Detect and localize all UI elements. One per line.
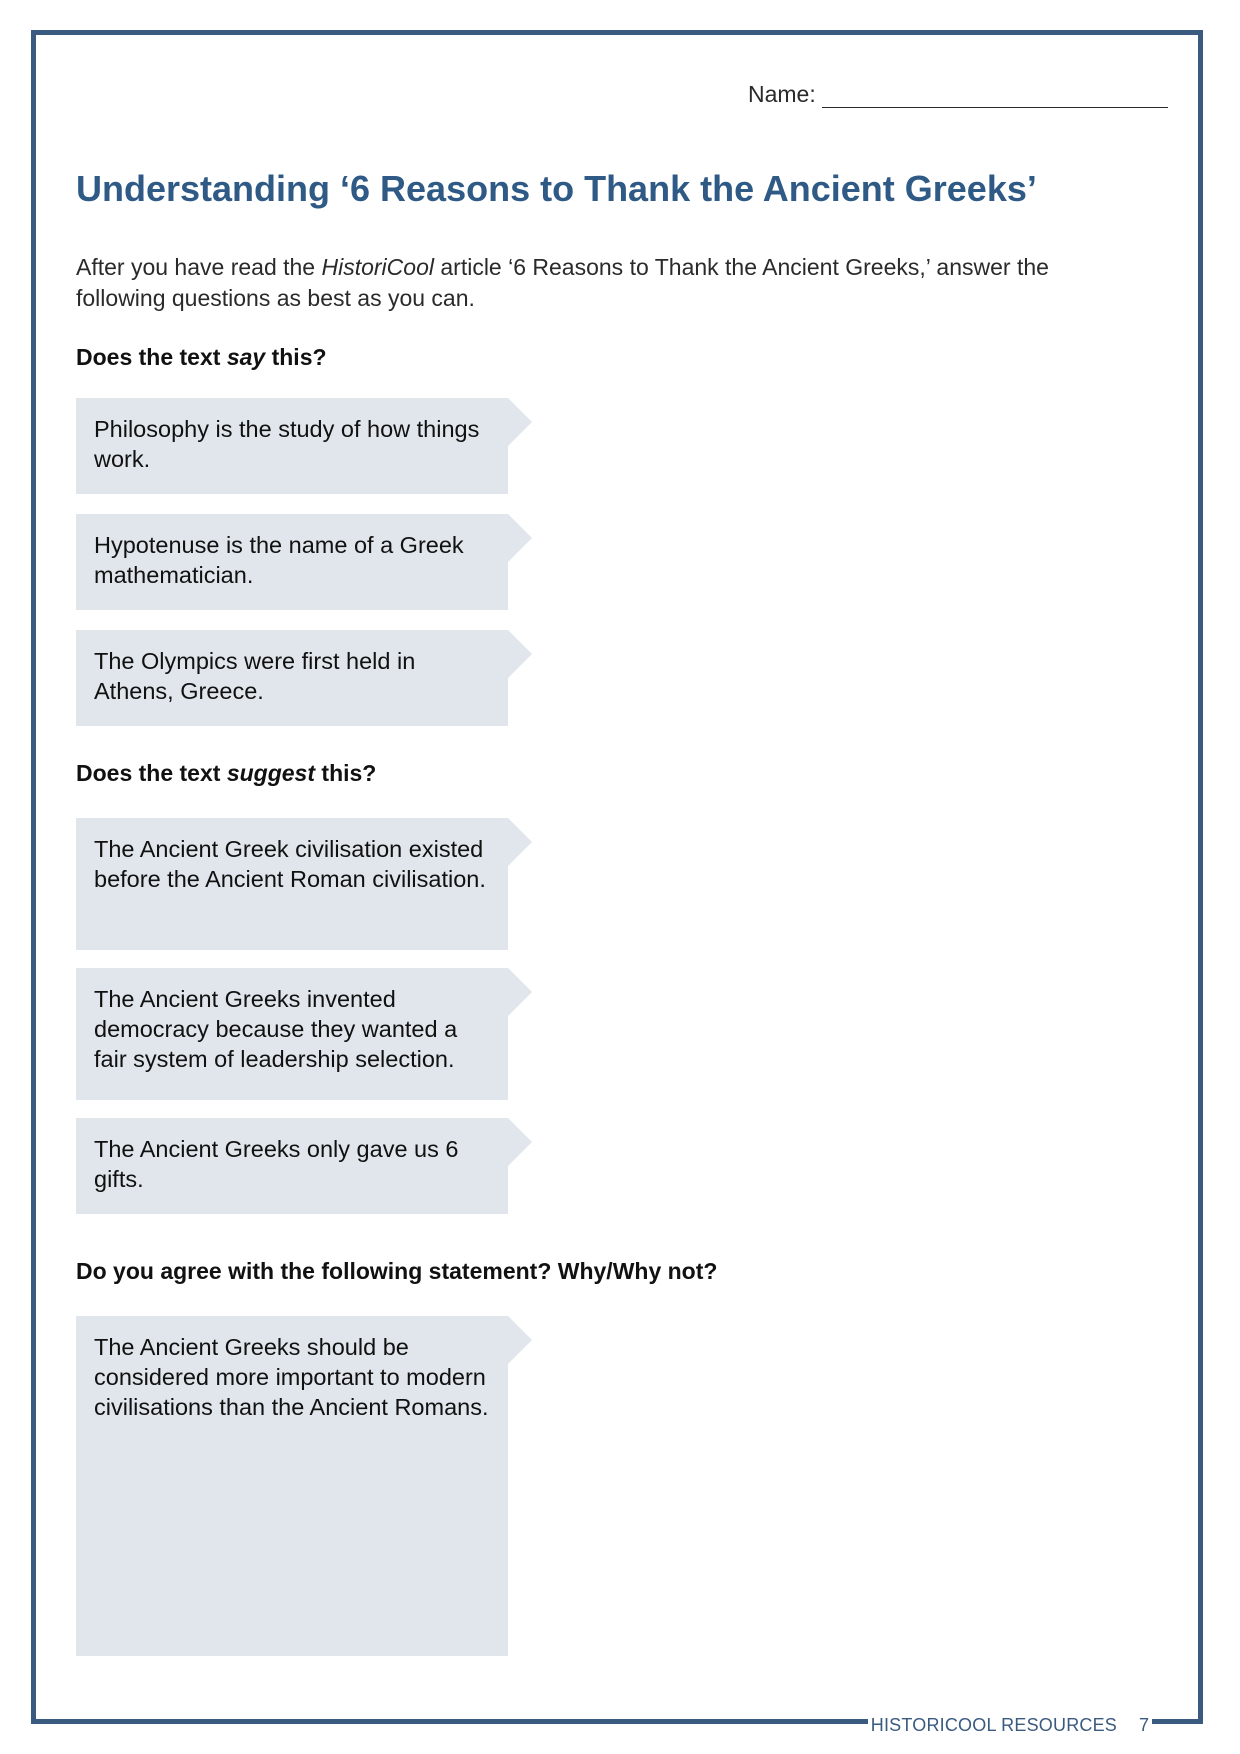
statement-text: The Olympics were first held in Athens, Greece. [94, 648, 416, 704]
statement-text: Hypotenuse is the name of a Greek mathematician. [94, 532, 464, 588]
statement-text: The Ancient Greeks should be considered more important to modern civilisations than the Ancient Romans. [94, 1334, 489, 1420]
intro-post: article ‘6 Reasons to Thank the Ancient Greeks,’ answer the following questions as best as you can. [76, 254, 1049, 311]
intro-italic: HistoriCool [321, 254, 434, 280]
section-say-pre: Does the text [76, 344, 227, 370]
section-suggest-post: this? [315, 760, 377, 786]
statement-text: The Ancient Greeks invented democracy because they wanted a fair system of leadership selection. [94, 986, 458, 1072]
section-say-em: say [226, 344, 266, 370]
intro-pre: After you have read the [76, 254, 322, 280]
statement-card[interactable] [76, 1118, 508, 1214]
name-line[interactable] [822, 83, 1168, 108]
statement-card[interactable] [76, 398, 508, 494]
answer-card[interactable] [76, 1316, 508, 1656]
statement-card[interactable] [76, 514, 508, 610]
section-heading-say [76, 344, 327, 371]
statement-card[interactable] [76, 968, 508, 1100]
name-label: Name: [748, 81, 816, 107]
page-footer [868, 1716, 1152, 1734]
section-suggest-pre: Does the text [76, 760, 227, 786]
section-suggest-em: suggest [226, 760, 316, 786]
page-number: 7 [1139, 1714, 1150, 1735]
statement-text: The Ancient Greek civilisation existed before the Ancient Roman civilisation. [94, 836, 486, 892]
statement-text: The Ancient Greeks only gave us 6 gifts. [94, 1136, 459, 1192]
name-field[interactable] [748, 78, 1168, 108]
worksheet-title: Understanding ‘6 Reasons to Thank the Ancient Greeks’ [76, 168, 1037, 209]
section-heading-agree: Do you agree with the following statement? Why/Why not? [76, 1258, 718, 1284]
intro-text [76, 252, 1136, 314]
section-heading-suggest [76, 760, 376, 787]
statement-text: Philosophy is the study of how things work. [94, 416, 480, 472]
statement-card[interactable] [76, 630, 508, 726]
footer-label: HISTORICOOL RESOURCES [870, 1714, 1118, 1735]
section-say-post: this? [265, 344, 327, 370]
statement-card[interactable] [76, 818, 508, 950]
